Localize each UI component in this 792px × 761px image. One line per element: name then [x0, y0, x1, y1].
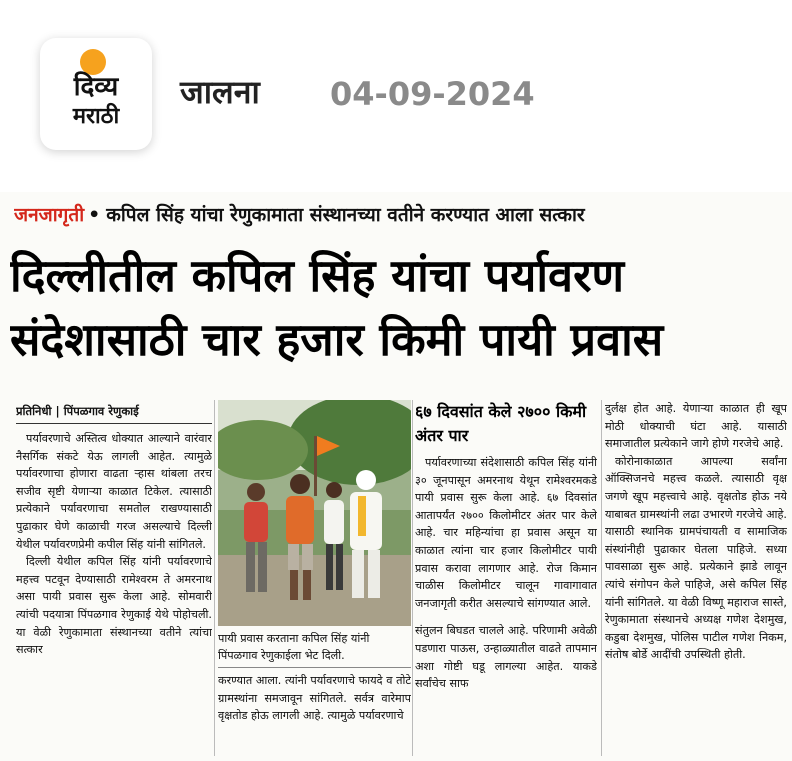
page-header [0, 0, 792, 180]
article-column-3 [415, 454, 597, 756]
headline-line-1: दिल्लीतील कपिल सिंह यांचा पर्यावरण [10, 249, 625, 302]
paragraph: करण्यात आला. त्यांनी पर्यावरणाचे फायदे व तोटे ग्रामस्थांना समजावून सांगितले. सर्वत्र वारेमाप वृक्षतोड होऊ लागली आहे. त्यामुळे पर्यावरणाचे [218, 674, 411, 723]
article-photo[interactable] [218, 400, 411, 626]
headline [10, 244, 784, 372]
edition-date: 04-09-2024 [330, 75, 535, 113]
news-clipping [0, 192, 792, 761]
kicker-tag: जनजागृती [14, 204, 85, 226]
article-column-4 [605, 400, 787, 756]
kicker-line [14, 198, 784, 232]
walkers-photo-illustration [218, 400, 411, 626]
logo-line-1: दिव्य [73, 72, 119, 102]
photo-caption: पायी प्रवास करताना कपिल सिंह यांनी पिंपळगाव रेणुकाईला भेट दिली. [218, 630, 411, 668]
headline-line-2: संदेशासाठी चार हजार किमी पायी प्रवास [10, 313, 664, 366]
kicker-text: कपिल सिंह यांचा रेणुकामाता संस्थानच्या वतीने करण्यात आला सत्कार [106, 204, 585, 226]
column-divider [412, 400, 413, 756]
article-column-1 [16, 402, 212, 758]
paragraph: पर्यावरणाच्या संदेशासाठी कपिल सिंह यांनी ३० जूनपासून अमरनाथ येथून रामेश्वरमकडे पायी प्रवास सुरू केला आहे. ६७ दिवसांत आतापर्यंत २७०० किलोमीटर अंतर पार केले आहे. चार महिन्यांचा हा प्रवास असून या काळात त्यांना चार हजार किलोमीटर पायी प्रवास करावा लागणार आहे. रोज किमान चाळीस किलोमीटर चालून गावागावात जनजागृती करीत असल्याचे सांगण्यात आले. [415, 456, 597, 610]
paragraph: दिल्ली येथील कपिल सिंह यांनी पर्यावरणाचे महत्त्व पटवून देण्यासाठी रामेश्वरम ते अमरनाथ असा पायी प्रवास सुरू केला आहे. सोमवारी त्यांची पदयात्रा पिंपळगाव रेणुकाई येथे पोहोचली. या वेळी रेणुकामाता संस्थानच्या वतीने त्यांचा सत्कार [16, 555, 212, 657]
logo-line-2: मराठी [72, 104, 120, 129]
edition-city: जालना [180, 73, 260, 111]
article-column-2 [218, 672, 411, 756]
divya-marathi-logo[interactable] [40, 38, 152, 150]
paragraph: दुर्लक्ष होत आहे. येणाऱ्या काळात ही खूप मोठी धोक्याची घंटा आहे. यासाठी समाजातील प्रत्येकाने जागे होणे गरजेचे आहे. [605, 402, 787, 451]
paragraph: संतुलन बिघडत चालले आहे. परिणामी अवेळी पडणारा पाऊस, उन्हाळ्यातील वाढते तापमान अशा गोष्टी घडू लागल्या आहेत. याकडे सर्वांचेच साफ [415, 624, 597, 691]
column-divider [214, 400, 215, 756]
kicker-bullet: • [88, 204, 101, 226]
byline: प्रतिनिधी | पिंपळगाव रेणुकाई [16, 402, 212, 424]
subheading: ६७ दिवसांत केले २७०० किमी अंतर पार [415, 402, 587, 445]
paragraph: पर्यावरणाचे अस्तित्व धोक्यात आल्याने वारंवार नैसर्गिक संकटे येऊ लागली आहेत. त्यामुळे पर्यावरणाचा होणारा वाढता ऱ्हास थांबला तरच सजीव सृष्टी येणाऱ्या काळात टिकेल. त्यासाठी प्रत्येकाने पर्यावरणाचा समतोल राखण्यासाठी पुढाकार घेणे काळाची गरज असल्याचे दिल्ली येथील पर्यावरणप्रेमी कपील सिंह यांनी सांगितले. [16, 432, 212, 551]
paragraph: कोरोनाकाळात आपल्या सर्वांना ऑक्सिजनचे महत्त्व कळले. त्यासाठी वृक्ष जगणे खूप महत्त्वाचे आहे. वृक्षतोड होऊ नये याबाबत ग्रामस्थांनी लढा उभारणे गरजेचे आहे. यासाठी स्थानिक ग्रामपंचायती व सामाजिक संस्थांनीही पुढाकार घेतला पाहिजे. सध्या पावसाळा सुरू आहे. प्रत्येकाने झाडे लावून त्यांचे संगोपन केले पाहिजे, असे कपिल सिंह यांनी सांगितले. या वेळी विष्णू महाराज सास्ते, रेणुकामाता संस्थानचे अध्यक्ष गणेश देशमुख, कडुबा देशमुख, पोलिस पाटील गणेश निकम, संतोष बोर्डे आदींची उपस्थिती होती. [605, 454, 787, 662]
column-divider [601, 400, 602, 756]
